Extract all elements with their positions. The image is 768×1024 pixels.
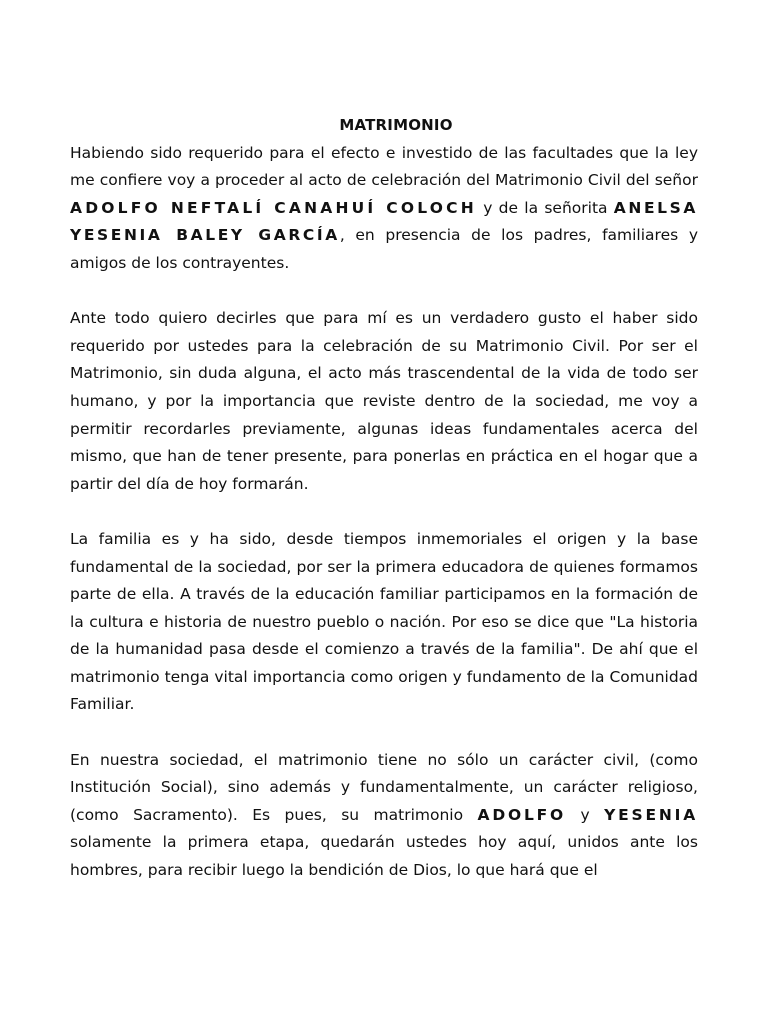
paragraph-1-text-b: y de la señorita <box>476 198 614 217</box>
paragraph-4 <box>70 747 698 885</box>
groom-first-name: ADOLFO <box>477 805 567 824</box>
paragraph-4-text-b: y <box>566 805 605 824</box>
paragraph-4-text-c: solamente la primera etapa, quedarán ustedes hoy aquí, unidos ante los hombres, para recibir luego la bendición de Dios, lo que hará que el <box>70 833 698 880</box>
title-wrap <box>70 112 698 140</box>
paragraph-3: La familia es y ha sido, desde tiempos inmemoriales el origen y la base fundamental de la sociedad, por ser la primera educadora de quienes formamos parte de ella. A través de la educación familiar participamos en la formación de la cultura e historia de nuestro pueblo o nación. Por eso se dice que "La historia de la humanidad pasa desde el comienzo a través de la familia". De ahí que el matrimonio tenga vital importancia como origen y fundamento de la Comunidad Familiar. <box>70 529 698 714</box>
document-title: MATRIMONIO <box>339 116 453 134</box>
document-page <box>70 112 698 912</box>
paragraph-1-text-c: , en presencia de los padres, familiares y amigos de los contrayentes. <box>70 226 698 272</box>
paragraph-1-text-a: Habiendo sido requerido para el efecto e investido de las facultades que la ley me confiere voy a proceder al acto de celebración del Matrimonio Civil del señor <box>70 143 698 190</box>
paragraph-2: Ante todo quiero decirles que para mí es un verdadero gusto el haber sido requerido por ustedes para la celebración de su Matrimonio Civil. Por ser el Matrimonio, sin duda alguna, el acto más trascendental de la vida de todo ser humano, y por la importancia que reviste dentro de la sociedad, me voy a permitir recordarles previamente, algunas ideas fundamentales acerca del mismo, que han de tener presente, para ponerlas en práctica en el hogar que a partir del día de hoy formarán. <box>70 309 698 493</box>
paragraph-1 <box>70 140 698 278</box>
bride-first-name: YESENIA <box>604 805 698 824</box>
paragraph-4-text-a: En nuestra sociedad, el matrimonio tiene no sólo un carácter civil, (como Institución Social), sino además y fundamentalmente, un carácter religioso, (como Sacramento). Es pues, su matrimonio <box>70 750 698 824</box>
groom-full-name: ADOLFO NEFTALÍ CANAHUÍ COLOCH <box>70 198 477 217</box>
bride-full-name: ANELSA YESENIA BALEY GARCÍA <box>70 198 698 245</box>
